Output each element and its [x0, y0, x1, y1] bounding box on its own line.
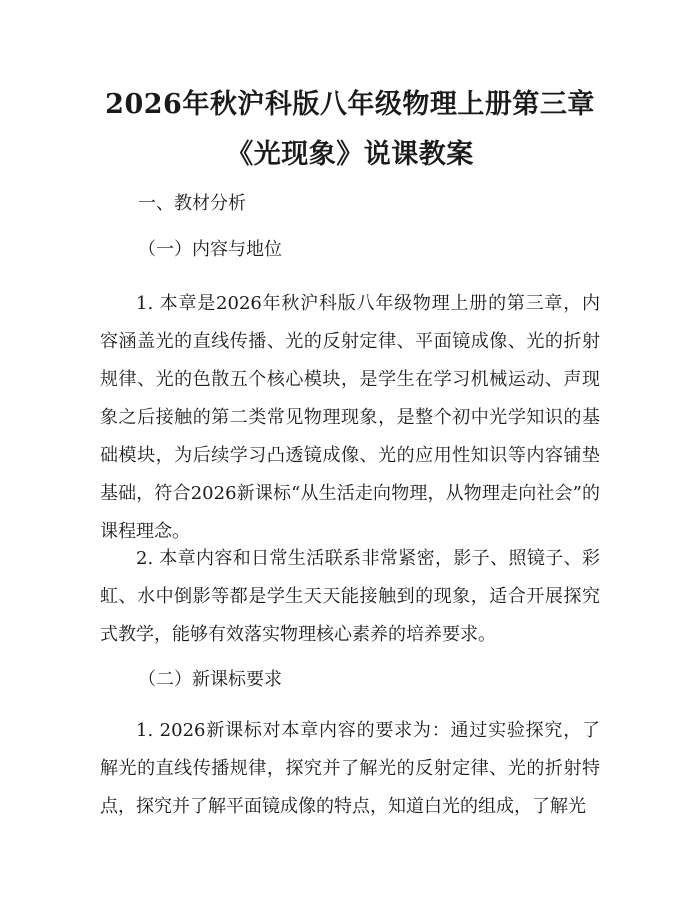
body-paragraph: 2. 本章内容和日常生活联系非常紧密，影子、照镜子、彩虹、水中倒影等都是学生天天能接触到的现象，适合开展探究式教学，能够有效落实物理核心素养的培养要求。: [100, 548, 600, 645]
section-heading: 一、教材分析: [138, 193, 246, 214]
document-title: 2026年秋沪科版八年级物理上册第三章《光现象》说课教案: [105, 89, 595, 170]
body-paragraph: 1. 2026新课标对本章内容的要求为：通过实验探究，了解光的直线传播规律，探究并了解光的反射定律、光的折射特点，探究并了解平面镜成像的特点，知道白光的组成，了解光: [100, 720, 600, 817]
subsection-heading: （二）新课标要求: [138, 669, 282, 690]
body-paragraph: 1. 本章是2026年秋沪科版八年级物理上册的第三章，内容涵盖光的直线传播、光的反射定律、平面镜成像、光的折射规律、光的色散五个核心模块，是学生在学习机械运动、声现象之后接触的第二类常见物理现象，是整个初中光学知识的基础模块，为后续学习凸透镜成像、光的应用性知识等内容铺垫基础，符合2026新课标“从生活走向物理，从物理走向社会”的课程理念。: [100, 293, 600, 542]
subsection-heading: （一）内容与地位: [138, 239, 282, 260]
